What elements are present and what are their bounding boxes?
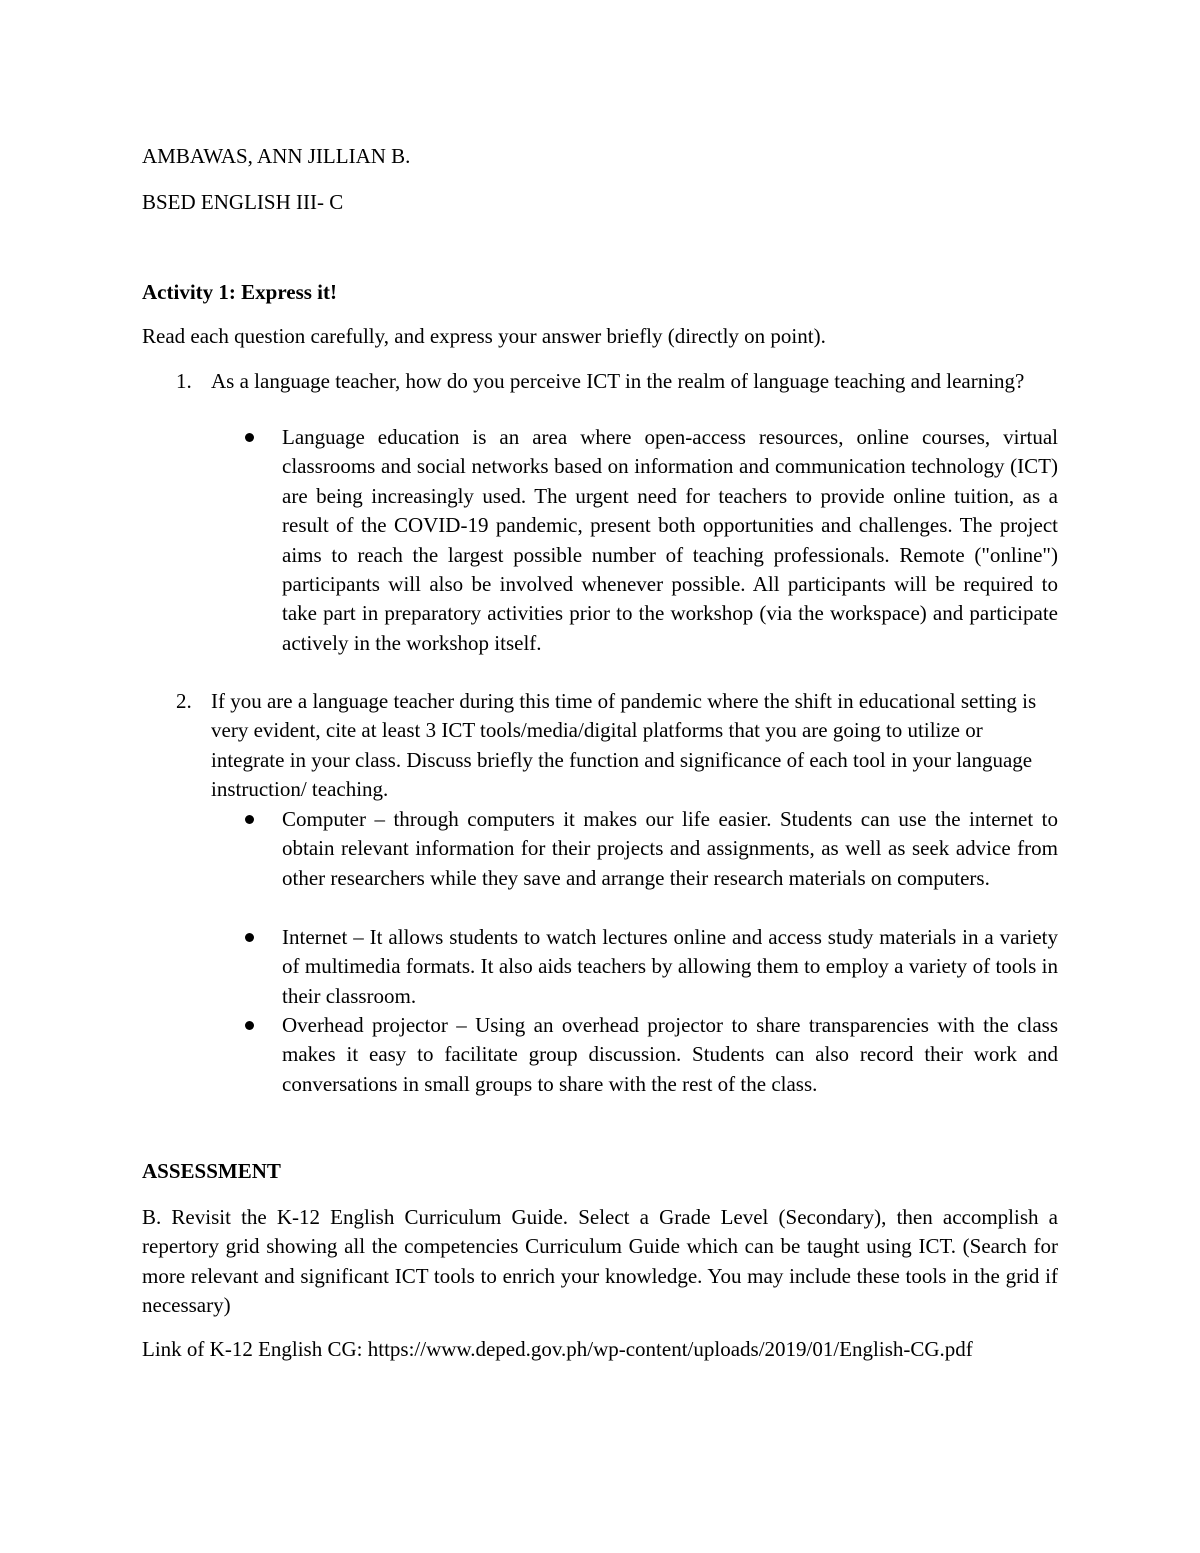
question-number: 2. bbox=[176, 689, 192, 713]
question-text: As a language teacher, how do you perceive ICT in the realm of language teaching and learning? bbox=[211, 369, 1025, 393]
assessment-link: Link of K-12 English CG: https://www.deped.gov.ph/wp-content/uploads/2019/01/English-CG.pdf bbox=[142, 1337, 973, 1361]
question-number: 1. bbox=[176, 369, 192, 393]
activity-instruction: Read each question carefully, and express your answer briefly (directly on point). bbox=[142, 324, 826, 348]
answer-item: Computer – through computers it makes our life easier. Students can use the internet to obtain relevant information for their projects and assignments, as well as seek advice from other researchers while they save and arrange their research materials on computers. bbox=[282, 807, 1058, 890]
answer-item: Language education is an area where open-access resources, online courses, virtual classrooms and social networks based on information and communication technology (ICT) are being increasingly used. The urgent need for teachers to provide online tuition, as a result of the COVID-19 pandemic, present both opportunities and challenges. The project aims to reach the largest possible number of teaching professionals. Remote ("online") participants will also be involved whenever possible. All participants will be required to take part in preparatory activities prior to the workshop (via the workspace) and participate actively in the workshop itself. bbox=[282, 425, 1058, 655]
bullet-icon bbox=[245, 1021, 254, 1030]
answer-item: Internet – It allows students to watch lectures online and access study materials in a variety of multimedia formats. It also aids teachers by allowing them to employ a variety of tools in their classroom. bbox=[282, 925, 1058, 1008]
bullet-icon bbox=[245, 433, 254, 442]
question-text: If you are a language teacher during this time of pandemic where the shift in educational setting is very evident, cite at least 3 ICT tools/media/digital platforms that you are going to utilize or integrate in your class. Discuss briefly the function and significance of each tool in your language instruction/ teaching. bbox=[211, 689, 1037, 802]
answer-item: Overhead projector – Using an overhead projector to share transparencies with the class makes it easy to facilitate group discussion. Students can also record their work and conversations in small groups to share with the rest of the class. bbox=[282, 1013, 1058, 1096]
student-name: AMBAWAS, ANN JILLIAN B. bbox=[142, 144, 411, 168]
bullet-icon bbox=[245, 815, 254, 824]
assessment-title: ASSESSMENT bbox=[142, 1159, 281, 1183]
activity-title: Activity 1: Express it! bbox=[142, 280, 337, 304]
bullet-icon bbox=[245, 933, 254, 942]
assessment-body: B. Revisit the K-12 English Curriculum Guide. Select a Grade Level (Secondary), then accomplish a repertory grid showing all the competencies Curriculum Guide which can be taught using ICT. (Search for more relevant and significant ICT tools to enrich your knowledge. You may include these tools in the grid if necessary) bbox=[142, 1205, 1058, 1318]
student-course: BSED ENGLISH III- C bbox=[142, 190, 344, 214]
